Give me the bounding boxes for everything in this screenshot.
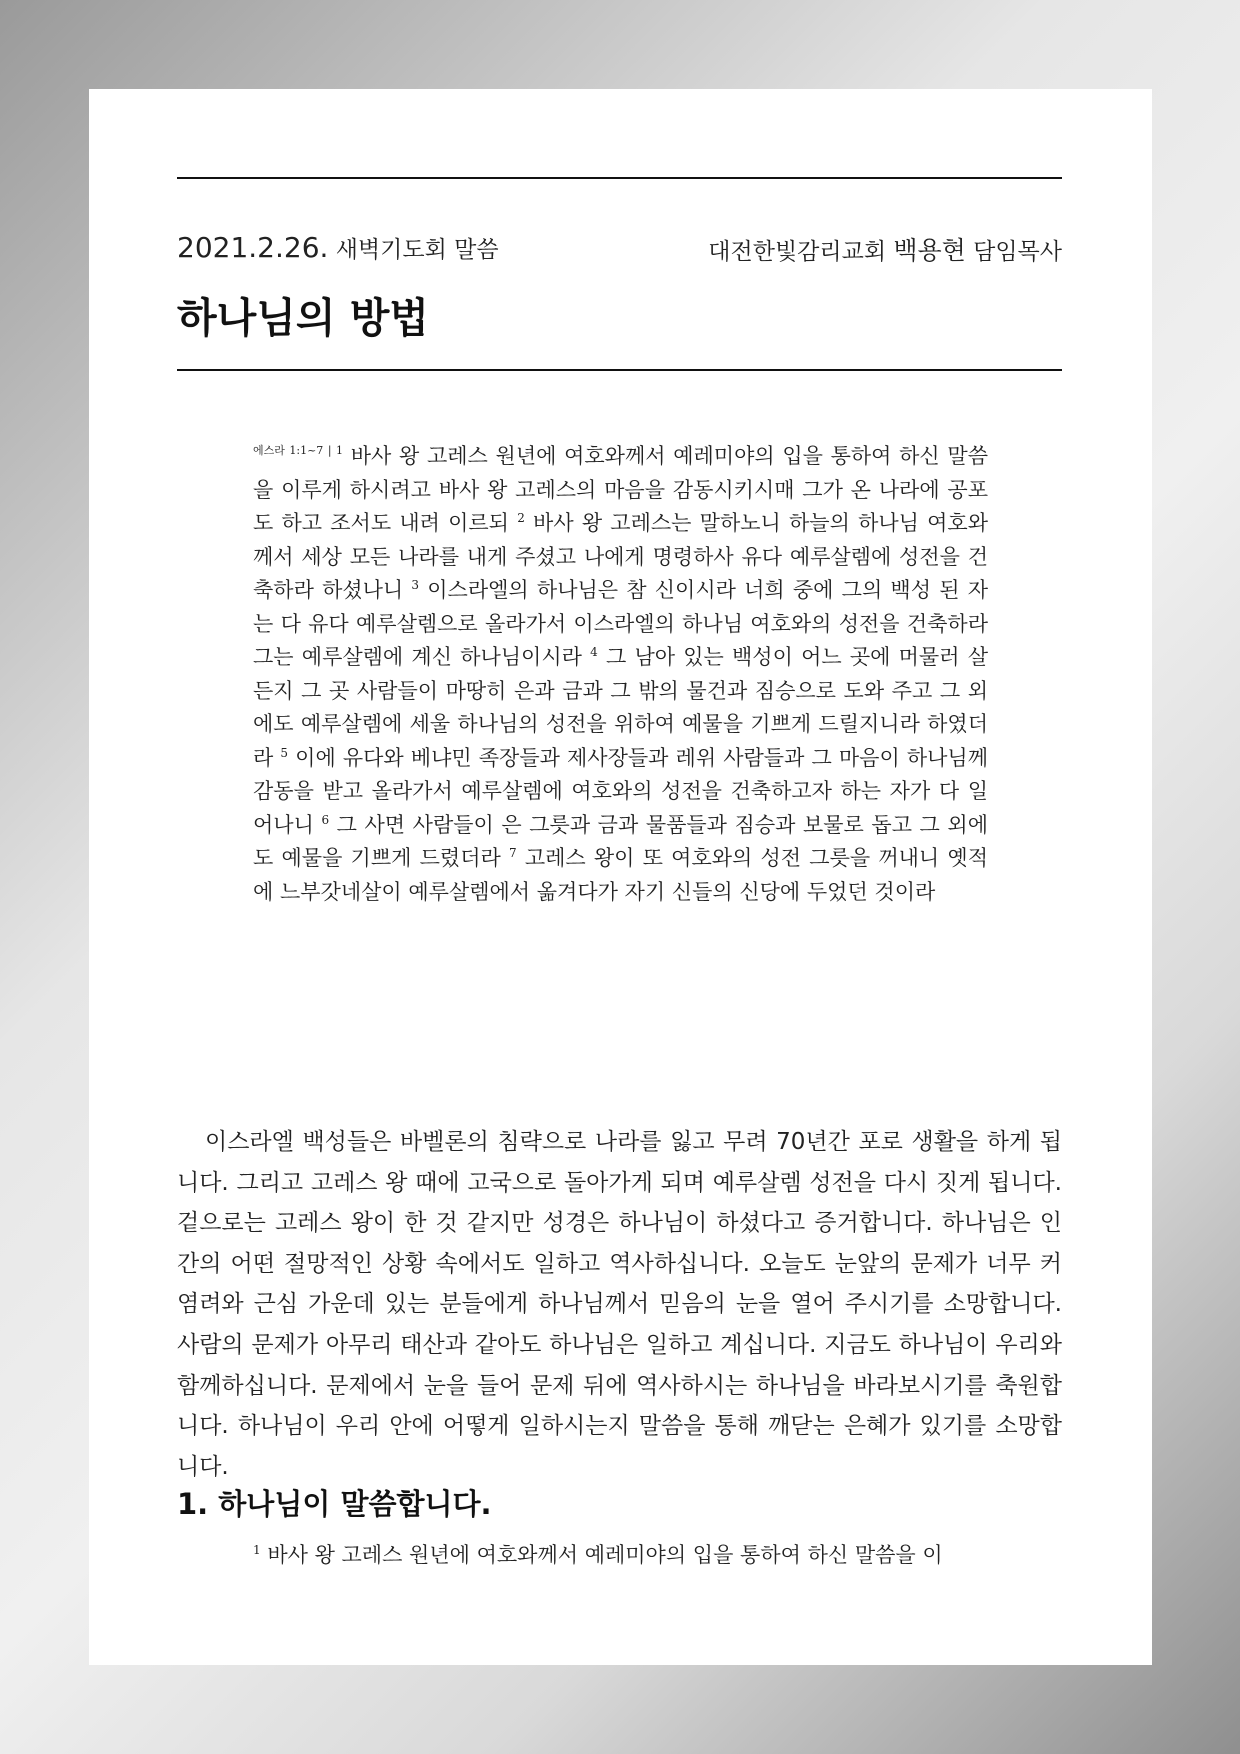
verse-7: 고레스 왕이 또 여호와의 성전 그릇을 꺼내니 옛적에 느부갓네살이 예루살렘에서 옮겨다가 자기 신들의 신당에 두었던 것이라 bbox=[253, 846, 988, 904]
verse-number-2: 2 bbox=[517, 511, 525, 525]
verse-number-4: 4 bbox=[590, 645, 598, 659]
verse-5: 이에 유다와 베냐민 족장들과 제사장들과 레위 사람들과 그 마음이 하나님께 감동을 받고 올라가서 예루살렘에 여호와의 성전을 건축하고자 하는 자가 다 일어나니 bbox=[253, 745, 988, 837]
sermon-paragraph: 이스라엘 백성들은 바벨론의 침략으로 나라를 잃고 무려 70년간 포로 생활을 하게 됩니다. 그리고 고레스 왕 때에 고국으로 돌아가게 되며 예루살렘 성전을 다시 짓게 됩니다. 겉으로는 고레스 왕이 한 것 같지만 성경은 하나님이 하셨다고 증거합니다. 하나님은 인간의 어떤 절망적인 상황 속에서도 일하고 역사하십니다. 오늘도 눈앞의 문제가 너무 커 염려와 근심 가운데 있는 분들에게 하나님께서 믿음의 눈을 열어 주시기를 소망합니다. 사람의 문제가 아무리 태산과 같아도 하나님은 일하고 계십니다. 지금도 하나님이 우리와 함께하십니다. 문제에서 눈을 들어 문제 뒤에 역사하시는 하나님을 바라보시기를 축원합니다. 하나님이 우리 안에 어떻게 일하시는지 말씀을 통해 깨닫는 은혜가 있기를 소망합니다. bbox=[177, 1129, 1062, 1480]
verse-number-5: 5 bbox=[280, 745, 289, 760]
section-1-verse bbox=[253, 1539, 993, 1569]
title-rule bbox=[177, 369, 1062, 371]
church-name: 대전한빛감리교회 bbox=[708, 239, 887, 265]
service-name: 새벽기도회 말씀 bbox=[335, 237, 499, 263]
header-church-pastor bbox=[708, 231, 1062, 267]
header-date-service bbox=[177, 231, 499, 264]
document-page bbox=[89, 89, 1152, 1665]
scripture-reference: 에스라 1:1~7 | 1 bbox=[253, 444, 344, 457]
verse-number-6: 6 bbox=[321, 812, 330, 827]
verse-number-3: 3 bbox=[411, 578, 420, 592]
verse-3: 이스라엘의 하나님은 참 신이시라 너희 중에 그의 백성 된 자는 다 유다 예루살렘으로 올라가서 이스라엘의 하나님 여호와의 성전을 건축하라 그는 예루살렘에 계신 하나님이시라 bbox=[253, 578, 988, 669]
verse-2: 바사 왕 고레스는 말하노니 하늘의 하나님 여호와께서 세상 모든 나라를 내게 주셨고 나에게 명령하사 유다 예루살렘에 성전을 건축하라 하셨나니 bbox=[253, 511, 988, 602]
section-1-verse-text: 바사 왕 고레스 원년에 여호와께서 예레미야의 입을 통하여 하신 말씀을 이 bbox=[260, 1543, 943, 1567]
sermon-title: 하나님의 방법 bbox=[177, 294, 429, 342]
section-heading-1: 1. 하나님이 말씀합니다. bbox=[177, 1487, 492, 1521]
sermon-date: 2021.2.26. bbox=[177, 231, 329, 264]
scripture-passage bbox=[253, 434, 988, 909]
pastor-title: 담임목사 bbox=[973, 239, 1062, 265]
top-rule bbox=[177, 177, 1062, 179]
verse-6: 그 사면 사람들이 은 그릇과 금과 물품들과 짐승과 보물로 돕고 그 외에도 예물을 기쁘게 드렸더라 bbox=[253, 812, 988, 870]
pastor-name: 백용현 bbox=[893, 236, 966, 265]
verse-4: 그 남아 있는 백성이 어느 곳에 머물러 살든지 그 곳 사람들이 마땅히 은과 금과 그 밖의 물건과 짐승으로 도와 주고 그 외에도 예루살렘에 세울 하나님의 성전을 위하여 예물을 기쁘게 드릴지니라 하였더라 bbox=[253, 645, 988, 770]
verse-1: 바사 왕 고레스 원년에 여호와께서 예레미야의 입을 통하여 하신 말씀을 이루게 하시려고 바사 왕 고레스의 마음을 감동시키시매 그가 온 나라에 공포도 하고 조서도 내려 이르되 bbox=[253, 444, 988, 535]
verse-number-7: 7 bbox=[508, 846, 517, 860]
verse-number-1: 1 bbox=[253, 1543, 261, 1557]
